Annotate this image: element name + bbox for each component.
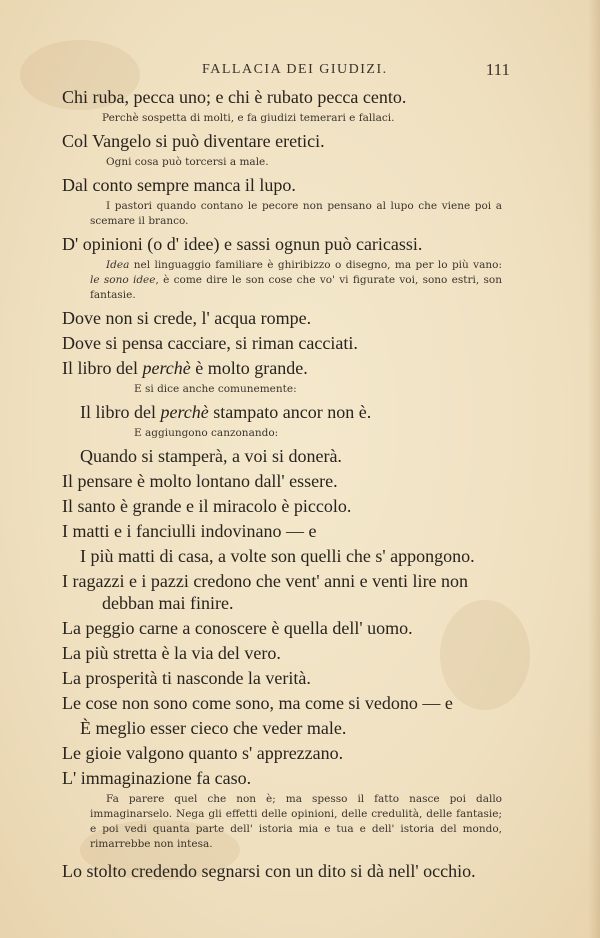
italic-term: Idea xyxy=(106,259,130,271)
page-header xyxy=(60,60,510,82)
proverb: La più stretta è la via del vero. xyxy=(62,643,281,663)
running-title: FALLACIA DEI GIUDIZI. xyxy=(202,62,388,77)
italic-term: perchè xyxy=(142,358,191,378)
proverb-text: Il libro del xyxy=(62,358,143,378)
proverb: L' immaginazione fa caso. xyxy=(62,768,252,788)
proverb: I più matti di casa, a volte son quelli che s' appongono. xyxy=(80,546,475,566)
proverb: Dal conto sempre manca il lupo. xyxy=(62,175,296,195)
proverb: Lo stolto credendo segnarsi con un dito si dà nell' occhio. xyxy=(62,861,476,881)
explanation: I pastori quando contano le pecore non pensano al lupo che viene poi a scemare il branco. xyxy=(90,200,502,227)
page-edge-shadow xyxy=(588,0,600,938)
explanation-text: , è come dire le son cose che vo' vi figurate voi, sono estri, son fantasie. xyxy=(90,274,502,301)
proverb: La peggio carne a conoscere è quella dell' uomo. xyxy=(62,618,413,638)
page-number: 111 xyxy=(485,60,510,79)
proverb xyxy=(62,401,502,423)
proverb xyxy=(62,357,502,379)
proverb: Dove non si crede, l' acqua rompe. xyxy=(62,308,312,328)
proverb-list xyxy=(62,86,502,885)
proverb: Il pensare è molto lontano dall' essere. xyxy=(62,471,338,491)
proverb: Chi ruba, pecca uno; e chi è rubato pecca cento. xyxy=(62,87,407,107)
explanation-text: nel linguaggio familiare è ghiribizzo o disegno, ma per lo più vano: xyxy=(129,259,502,271)
proverb: I matti e i fanciulli indovinano — e xyxy=(62,521,317,541)
italic-term: le sono idee xyxy=(90,274,156,286)
proverb: È meglio esser cieco che veder male. xyxy=(80,718,347,738)
proverb: Le cose non sono come sono, ma come si vedono — e xyxy=(62,693,453,713)
proverb: Le gioie valgono quanto s' apprezzano. xyxy=(62,743,344,763)
explanation: Perchè sospetta di molti, e fa giudizi temerari e fallaci. xyxy=(102,112,395,124)
proverb-text: Il libro del xyxy=(80,402,161,422)
proverb-text: stampato ancor non è. xyxy=(208,402,372,422)
proverb: D' opinioni (o d' idee) e sassi ognun può caricassi. xyxy=(62,234,423,254)
proverb-text: è molto grande. xyxy=(190,358,308,378)
proverb: I ragazzi e i pazzi credono che vent' anni e venti lire non debban mai finire. xyxy=(62,571,469,613)
explanation: E aggiungono canzonando: xyxy=(134,427,279,439)
italic-term: perchè xyxy=(160,402,209,422)
explanation: Ogni cosa può torcersi a male. xyxy=(106,156,269,168)
proverb: Quando si stamperà, a voi si donerà. xyxy=(80,446,342,466)
proverb: Col Vangelo si può diventare eretici. xyxy=(62,131,325,151)
explanation: Fa parere quel che non è; ma spesso il fatto nasce poi dallo immaginarselo. Nega gli effetti delle opinioni, delle credulità, delle fantasie; e poi vedi quanta parte dell' istoria mia e tua e dell' istoria del mondo, rimarrebbe non intesa. xyxy=(90,793,502,850)
explanation xyxy=(62,258,502,303)
explanation: E si dice anche comunemente: xyxy=(134,383,297,395)
proverb: La prosperità ti nasconde la verità. xyxy=(62,668,311,688)
proverb: Dove si pensa cacciare, si riman cacciati. xyxy=(62,333,358,353)
proverb: Il santo è grande e il miracolo è piccolo. xyxy=(62,496,352,516)
